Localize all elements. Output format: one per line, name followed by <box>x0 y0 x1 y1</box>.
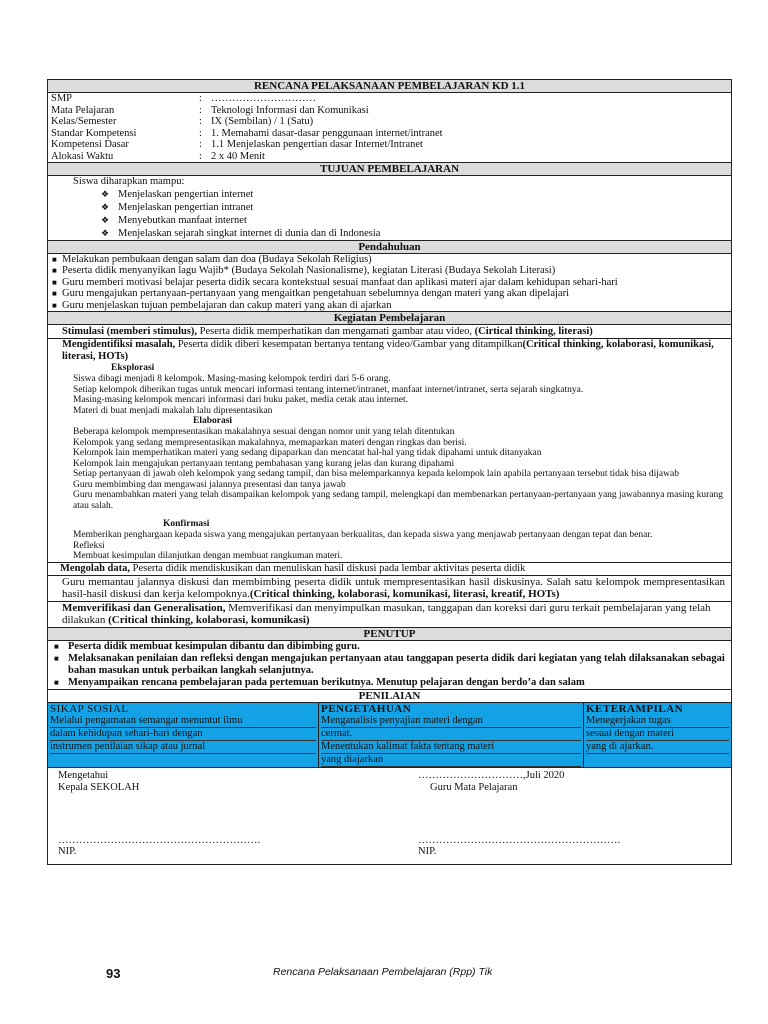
pengetahuan-line: cermat. <box>321 728 581 741</box>
identity-row <box>48 128 731 140</box>
identifikasi-line <box>48 338 731 363</box>
verifikasi-line <box>48 601 731 627</box>
mengetahui-label: Mengetahui <box>58 769 109 781</box>
sikap-column <box>48 703 319 767</box>
eksplorasi-list <box>73 374 723 416</box>
stimulasi-tag: (Cirtical thinking, literasi) <box>472 326 593 337</box>
kepala-label: Kepala SEKOLAH <box>58 781 140 793</box>
identity-row <box>48 139 731 151</box>
square-bullet-icon: ■ <box>52 277 57 287</box>
square-bullet-icon: ■ <box>52 254 57 264</box>
identity-block <box>48 93 731 162</box>
square-bullet-icon: ■ <box>54 677 59 687</box>
elaborasi-item: Guru membimbing dan mengawasi jalannya presentasi dan tanya jawab <box>73 479 346 490</box>
identity-key: SMP <box>51 93 73 104</box>
mengolah-label: Mengolah data, <box>60 562 131 574</box>
pendahuluan-item-text: Guru mengajukan pertanyaan-pertanyaan yang mengaitkan pengetahuan sebelumnya dengan materi yang akan dipelajari <box>62 288 569 299</box>
eksplorasi-item: Setiap kelompok diberikan tugas untuk mencari informasi tentang internet/intranet, manfaat internet/intranet, serta sejarah singkatnya. <box>73 384 584 395</box>
identity-value: ………………………… <box>211 93 316 104</box>
document-title: RENCANA PELAKSANAAN PEMBELAJARAN KD 1.1 <box>48 80 731 93</box>
tujuan-item <box>48 201 731 214</box>
elaborasi-item: Setiap pertanyaan di jawab oleh kelompok yang sedang tampil, dan bisa melemparkannya kepada kelompok lain apabila pertanyaan tersebut tidak bisa dijawab <box>73 469 679 479</box>
tujuan-item <box>48 214 731 227</box>
kegiatan-header: Kegiatan Pembelajaran <box>48 312 731 325</box>
penutup-item <box>48 653 731 677</box>
identity-colon: : <box>199 93 202 104</box>
identity-key: Kompetensi Dasar <box>51 139 129 150</box>
tujuan-item-text: Menjelaskan pengertian intranet <box>118 201 254 213</box>
identifikasi-label: Mengidentifiksi masalah, <box>62 339 176 350</box>
tujuan-item <box>48 227 731 240</box>
header-section <box>48 80 731 163</box>
verifikasi-label: Memverifikasi dan Generalisation, <box>62 601 226 614</box>
konfirmasi-item: Membuat kesimpulan dilanjutkan dengan membuat rangkuman materi. <box>73 551 343 561</box>
pendahuluan-item <box>48 277 731 289</box>
identity-colon: : <box>199 150 202 162</box>
keterampilan-title: KETERAMPILAN <box>586 702 684 715</box>
rpp-document <box>47 79 732 865</box>
pendahuluan-item-text: Guru memberi motivasi belajar peserta didik secara kontekstual sesuai manfaat dan aplikasi materi ajar dalam kehidupan sehari-hari <box>62 276 618 288</box>
identity-row <box>48 105 731 117</box>
verifikasi-text: Memverifikasi dan menyimpulkan masukan, tanggapan dan koreksi dari guru terkait pembelajaran yang telah dilakukan <box>62 601 711 626</box>
keterampilan-lines <box>586 715 729 754</box>
sikap-line: instrumen penilaian sikap atau jurnal <box>50 741 316 754</box>
eksplorasi-item: Siswa dibagi menjadi 8 kelompok. Masing-masing kelompok terdiri dari 5-6 orang. <box>73 374 391 384</box>
pendahuluan-item-text: Peserta didik menyanyikan lagu Wajib* (Budaya Sekolah Nasionalisme), kegiatan Literasi (Budaya Sekolah Literasi) <box>62 265 556 276</box>
sikap-line: Melalui pengamatan semangat menuntut ilmu <box>50 715 316 728</box>
penutup-item <box>48 677 731 689</box>
konfirmasi-list <box>73 530 723 562</box>
keterampilan-line: sesuai dengan materi <box>586 728 729 741</box>
identifikasi-text: Peserta didik diberi kesempatan bertanya tentang video/Gambar yang ditampilkan <box>175 339 523 350</box>
keterampilan-line: yang di ajarkan. <box>586 741 729 754</box>
eksplorasi-label: Eksplorasi <box>111 363 155 373</box>
identity-row <box>48 151 731 163</box>
tujuan-item <box>48 188 731 201</box>
diamond-bullet-icon: ❖ <box>101 227 110 238</box>
identity-key: Kelas/Semester <box>51 116 117 127</box>
identifikasi-tag: (Critical thinking, kolaborasi, komunikasi, literasi, HOTs) <box>62 339 714 362</box>
identity-value: Teknologi Informasi dan Komunikasi <box>211 104 369 116</box>
pendahuluan-header: Pendahuluan <box>48 241 731 254</box>
mengolah-text: Peserta didik mendiskusikan dan menuliskan hasil diskusi pada lembar aktivitas peserta didik <box>130 562 526 574</box>
eksplorasi-item: Materi di buat menjadi makalah lalu dipresentasikan <box>73 405 273 416</box>
signature-date: …………………………,Juli 2020 <box>418 769 565 781</box>
elaborasi-item: Kelompok lain memperhatikan materi yang sedang dipaparkan dan mencatat hal-hal yang tidak dipahami untuk ditanyakan <box>73 448 542 458</box>
square-bullet-icon: ■ <box>52 266 57 275</box>
identity-value: 2 x 40 Menit <box>211 150 265 162</box>
identity-value: 1. Memahami dasar-dasar penggunaan internet/intranet <box>211 127 443 139</box>
diamond-bullet-icon: ❖ <box>101 214 110 225</box>
konfirmasi-item: Refleksi <box>73 540 105 551</box>
memantau-tag: (Critical thinking, kolaborasi, komunikasi, literasi, kreatif, HOTs) <box>249 588 560 600</box>
identity-key: Alokasi Waktu <box>51 150 114 162</box>
pendahuluan-item <box>48 265 731 277</box>
sikap-lines <box>50 715 316 754</box>
elaborasi-item: Kelompok lain mengajukan pertanyaan tentang pembahasan yang kurang jelas dan kurang dipahami <box>73 458 455 469</box>
guru-label: Guru Mata Pelajaran <box>430 781 518 793</box>
identity-value: 1.1 Menjelaskan pengertian dasar Internet/Intranet <box>211 139 423 150</box>
pengetahuan-line: yang diajarkan <box>321 754 581 767</box>
square-bullet-icon: ■ <box>52 300 57 310</box>
memantau-line <box>48 575 731 601</box>
pengetahuan-line: Menentukan kalimat fakta tentang materi <box>321 741 581 754</box>
elaborasi-item: Guru menambahkan materi yang telah disampaikan kelompok yang sedang tampil, melengkapi dan membenarkan pertanyaan-pertanyaan yang jawabannya masing kurang atau salah. <box>73 490 723 511</box>
stimulasi-text: Peserta didik memperhatikan dan mengamati gambar atau video, <box>197 326 472 337</box>
pengetahuan-lines <box>321 715 581 767</box>
identity-row <box>48 116 731 128</box>
penilaian-section <box>48 690 731 768</box>
pengetahuan-column <box>319 703 584 767</box>
square-bullet-icon: ■ <box>54 653 59 663</box>
identity-colon: : <box>199 116 202 127</box>
kegiatan-section <box>48 312 731 628</box>
memantau-text: Guru memantau jalannya diskusi dan membimbing peserta didik untuk mempresentasikan hasil diskusinya. Salah satu kelompok mempresentasikan hasil-hasil diskusi dan kerja kelompoknya. <box>62 575 725 600</box>
tujuan-item-text: Menjelaskan pengertian internet <box>118 188 254 200</box>
verifikasi-tag: (Critical thinking, kolaborasi, komunikasi) <box>105 614 310 626</box>
konfirmasi-label: Konfirmasi <box>163 519 210 529</box>
pendahuluan-item-text: Guru menjelaskan tujuan pembelajaran dan cakup materi yang akan di ajarkan <box>62 299 392 311</box>
pendahuluan-item <box>48 300 731 312</box>
nip-left: NIP. <box>58 845 77 857</box>
tujuan-list <box>48 188 731 240</box>
tujuan-header: TUJUAN PEMBELAJARAN <box>48 163 731 176</box>
square-bullet-icon: ■ <box>52 289 57 298</box>
mengolah-line <box>48 562 731 575</box>
identity-key: Standar Kompetensi <box>51 127 137 139</box>
page-number: 93 <box>106 966 121 981</box>
diamond-bullet-icon: ❖ <box>101 188 110 199</box>
stimulasi-line <box>48 325 731 338</box>
tujuan-section <box>48 163 731 241</box>
signature-line-right: …………………………………………………. <box>418 834 621 846</box>
square-bullet-icon: ■ <box>54 641 59 651</box>
diamond-bullet-icon: ❖ <box>101 201 110 212</box>
keterampilan-column <box>584 703 731 767</box>
pendahuluan-section <box>48 241 731 313</box>
pendahuluan-item-text: Melakukan pembukaan dengan salam dan doa (Budaya Sekolah Religius) <box>62 253 372 265</box>
pengetahuan-title: PENGETAHUAN <box>321 702 412 715</box>
pengetahuan-line: Menganalisis penyajian materi dengan <box>321 715 581 728</box>
tujuan-item-text: Menjelaskan sejarah singkat internet di dunia dan di Indonesia <box>118 227 381 239</box>
signature-line-left: …………………………………………………. <box>58 834 261 846</box>
identity-colon: : <box>199 104 202 116</box>
elaborasi-item: Kelompok yang sedang mempresentasikan makalahnya, memaparkan materi dengan ringkas dan berisi. <box>73 437 467 448</box>
penutup-item-text: Peserta didik membuat kesimpulan dibantu dan dibimbing guru. <box>68 640 360 652</box>
signature-section <box>48 768 731 864</box>
eksplorasi-item: Masing-masing kelompok mencari informasi dari buku paket, media cetak atau internet. <box>73 395 409 405</box>
sikap-line: dalam kehidupan sehari-hari dengan <box>50 728 316 741</box>
penilaian-header: PENILAIAN <box>48 690 731 703</box>
pendahuluan-item <box>48 254 731 266</box>
identity-colon: : <box>199 139 202 150</box>
identity-key: Mata Pelajaran <box>51 104 115 116</box>
konfirmasi-item: Memberikan penghargaan kepada siswa yang mengajukan pertanyaan berkualitas, dan kepada siswa yang menjawab pertanyaan dengan tepat dan benar. <box>73 530 653 540</box>
elaborasi-item: Beberapa kelompok mempresentasikan makalahnya sesuai dengan nomor unit yang telah ditentukan <box>73 427 455 437</box>
elaborasi-list <box>73 427 723 511</box>
nip-right: NIP. <box>418 845 437 857</box>
penutup-section <box>48 628 731 690</box>
pendahuluan-item <box>48 288 731 300</box>
tujuan-intro: Siswa diharapkan mampu: <box>73 176 185 187</box>
penutup-item <box>48 641 731 653</box>
sikap-title: SIKAP SOSIAL <box>50 702 129 715</box>
stimulasi-label: Stimulasi (memberi stimulus), <box>62 326 198 337</box>
footer-text: Rencana Pelaksanaan Pembelajaran (Rpp) Tik <box>273 966 493 978</box>
penutup-list <box>48 641 731 689</box>
elaborasi-label: Elaborasi <box>193 416 233 426</box>
identity-value: IX (Sembilan) / 1 (Satu) <box>211 116 314 127</box>
identity-colon: : <box>199 127 202 139</box>
penutup-item-text: Menyampaikan rencana pembelajaran pada pertemuan berikutnya. Menutup pelajaran dengan berdo’a dan salam <box>68 676 585 688</box>
keterampilan-line: Menegerjakan tugas <box>586 715 729 728</box>
eksplorasi-block <box>48 363 731 562</box>
penutup-header: PENUTUP <box>48 628 731 641</box>
tujuan-item-text: Menyebutkan manfaat internet <box>118 214 247 226</box>
penilaian-grid <box>48 703 731 767</box>
identity-row <box>48 93 731 105</box>
penutup-item-text: Melaksanakan penilaian dan refleksi dengan mengajukan pertanyaan atau tanggapan peserta didik dari kegiatan yang telah dilaksanakan sebagai bahan masukan untuk perbaikan langkah selanjutnya. <box>68 652 725 676</box>
pendahuluan-list <box>48 254 731 312</box>
